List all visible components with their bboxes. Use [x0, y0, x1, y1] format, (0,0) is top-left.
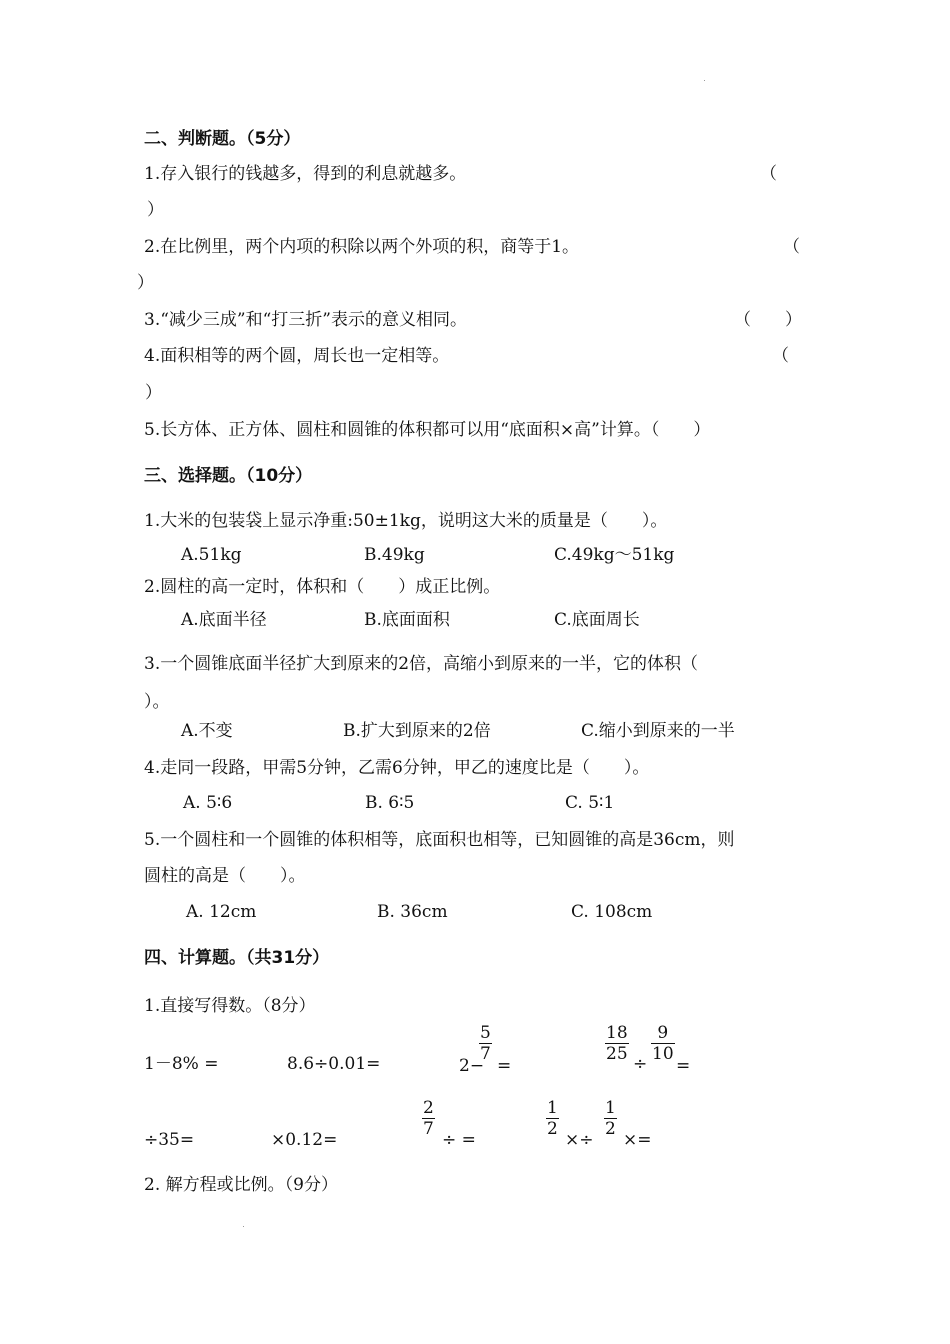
- judge-q5: 5.长方体、正方体、圆柱和圆锥的体积都可以用“底面积×高”计算。（ ）: [144, 420, 711, 440]
- calc-expr-3-fraction: [479, 1023, 492, 1064]
- choice-q3-option-b: B.扩大到原来的2倍: [343, 721, 491, 741]
- choice-q5-option-a: A. 12cm: [186, 902, 257, 922]
- calc-expr-4-denominator-2: 10: [652, 1044, 674, 1064]
- judge-q4: 4.面积相等的两个圆，周长也一定相等。: [144, 346, 450, 366]
- calc-expr-1: 1－8% =: [144, 1054, 219, 1074]
- calc-expr-7-numerator: 2: [423, 1098, 434, 1118]
- calc-expr-8-equals: ×=: [623, 1130, 652, 1150]
- calc-expr-7-rest: ÷ =: [442, 1130, 476, 1150]
- calc-expr-8-denominator-2: 2: [605, 1119, 616, 1139]
- calc-expr-4-fraction-2: [651, 1023, 675, 1064]
- calc-expr-6: ×0.12=: [271, 1130, 338, 1150]
- choice-q5-option-b: B. 36cm: [377, 902, 448, 922]
- judge-q2-open-paren: （: [783, 237, 800, 257]
- choice-q3-line1: 3.一个圆锥底面半径扩大到原来的2倍，高缩小到原来的一半，它的体积（: [144, 654, 699, 674]
- choice-q2-option-a: A.底面半径: [181, 610, 267, 630]
- speck-bottom: [243, 1226, 244, 1227]
- choice-q1-option-a: A.51kg: [181, 545, 242, 565]
- calc-expr-4-numerator-2: 9: [657, 1023, 669, 1043]
- choice-q4-option-c: C. 5∶1: [565, 793, 615, 813]
- calc-expr-7-denominator: 7: [423, 1119, 434, 1139]
- choice-q1-option-c: C.49kg～51kg: [554, 545, 675, 565]
- judge-q4-open-paren: （: [772, 346, 789, 366]
- speck-top-right: [704, 80, 705, 81]
- calc-expr-3-equals: =: [497, 1056, 512, 1076]
- calc-sub2: 2. 解方程或比例。（9分）: [144, 1175, 338, 1195]
- judge-q1: 1.存入银行的钱越多，得到的利息就越多。: [144, 164, 467, 184]
- choice-q5-line1: 5.一个圆柱和一个圆锥的体积相等，底面积也相等，已知圆锥的高是36cm，则: [144, 830, 735, 850]
- choice-q1-option-b: B.49kg: [364, 545, 425, 565]
- judge-q3-paren: （ ）: [734, 310, 802, 330]
- calc-expr-4-divide: ÷: [633, 1054, 648, 1074]
- calc-heading: 四、计算题。（共31分）: [144, 948, 330, 968]
- judge-q1-open-paren: （: [760, 164, 777, 184]
- calc-expr-7-fraction: [422, 1098, 435, 1139]
- choice-q4-option-a: A. 5∶6: [183, 793, 233, 813]
- choice-q2-option-c: C.底面周长: [554, 610, 640, 630]
- judge-q1-close-paren: ）: [147, 200, 164, 220]
- calc-expr-3-prefix: 2−: [459, 1056, 485, 1076]
- calc-expr-8-denominator-1: 2: [547, 1119, 558, 1139]
- choice-q2: 2.圆柱的高一定时，体积和（ ）成正比例。: [144, 577, 501, 597]
- calc-expr-2: 8.6÷0.01=: [287, 1054, 381, 1074]
- judge-q3: 3.“减少三成”和“打三折”表示的意义相同。: [144, 310, 467, 330]
- choice-q3-option-c: C.缩小到原来的一半: [581, 721, 735, 741]
- calc-expr-8-fraction-1: [546, 1098, 559, 1139]
- calc-expr-8-numerator-1: 1: [547, 1098, 558, 1118]
- choice-q4-option-b: B. 6∶5: [365, 793, 415, 813]
- judge-q2: 2.在比例里，两个内项的积除以两个外项的积，商等于1。: [144, 237, 580, 257]
- judge-q2-close-paren: ）: [137, 273, 154, 293]
- calc-expr-8-numerator-2: 1: [605, 1098, 616, 1118]
- choice-q2-option-b: B.底面面积: [364, 610, 450, 630]
- choice-q3-line2: ）。: [144, 692, 170, 712]
- calc-expr-8-fraction-2: [604, 1098, 617, 1139]
- choice-q5-line2: 圆柱的高是（ ）。: [144, 866, 306, 886]
- calc-expr-8-operators: ×÷: [565, 1130, 594, 1150]
- calc-expr-3-denominator: 7: [480, 1044, 491, 1064]
- calc-expr-4-numerator-1: 18: [606, 1023, 628, 1043]
- choice-q5-option-c: C. 108cm: [571, 902, 653, 922]
- calc-sub1: 1.直接写得数。（8分）: [144, 996, 316, 1016]
- calc-expr-5: ÷35=: [144, 1130, 195, 1150]
- calc-expr-4-fraction-1: [605, 1023, 629, 1064]
- calc-expr-4-denominator-1: 25: [606, 1044, 628, 1064]
- calc-expr-4-equals: =: [676, 1056, 691, 1076]
- choice-q3-option-a: A.不变: [181, 721, 233, 741]
- choice-q4: 4.走同一段路，甲需5分钟，乙需6分钟，甲乙的速度比是（ ）。: [144, 758, 650, 778]
- judge-heading: 二、判断题。（5分）: [144, 129, 301, 149]
- choice-q1: 1.大米的包装袋上显示净重:50±1kg，说明这大米的质量是（ ）。: [144, 511, 668, 531]
- judge-q4-close-paren: ）: [145, 383, 162, 403]
- choice-heading: 三、选择题。（10分）: [144, 466, 313, 486]
- calc-expr-3-numerator: 5: [480, 1023, 491, 1043]
